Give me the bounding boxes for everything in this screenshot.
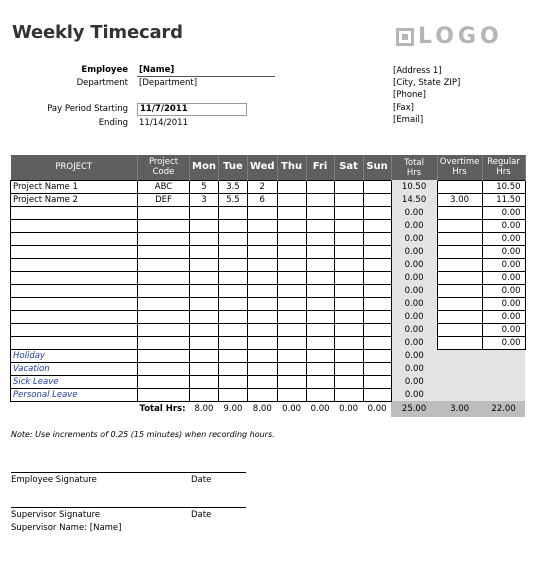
total-hrs-cell: 0.00 [391, 284, 437, 297]
day-hours-cell[interactable] [247, 206, 277, 219]
total-hrs-cell: 10.50 [391, 180, 437, 193]
supervisor-name-line [11, 523, 121, 533]
day-hours-cell[interactable] [277, 219, 306, 232]
day-hours-cell[interactable] [247, 297, 277, 310]
day-hours-cell[interactable] [277, 258, 306, 271]
project-name-cell[interactable] [11, 245, 138, 258]
day-hours-cell[interactable] [190, 284, 219, 297]
table-row [11, 310, 526, 323]
day-hours-cell[interactable] [277, 375, 306, 388]
project-code-cell[interactable]: DEF [138, 193, 190, 206]
day-hours-cell[interactable] [277, 310, 306, 323]
leave-type-cell: Vacation [11, 362, 138, 375]
day-hours-cell[interactable] [363, 284, 391, 297]
day-hours-cell[interactable] [334, 323, 363, 336]
day-hours-cell[interactable] [363, 375, 391, 388]
day-total-cell: 0.00 [282, 404, 302, 415]
day-hours-cell[interactable] [334, 232, 363, 245]
day-hours-cell[interactable] [363, 388, 391, 401]
overtime-hrs-cell[interactable]: 3.00 [437, 193, 482, 206]
day-hours-cell[interactable] [277, 206, 306, 219]
regular-hrs-cell: 0.00 [482, 245, 525, 258]
overtime-hrs-cell[interactable] [437, 284, 482, 297]
overtime-hrs-cell[interactable] [437, 271, 482, 284]
day-hours-cell[interactable]: 3 [190, 193, 219, 206]
grand-overtime-hrs: 3.00 [437, 401, 482, 417]
project-code-cell[interactable] [138, 284, 190, 297]
day-hours-cell[interactable] [306, 193, 334, 206]
day-hours-cell[interactable] [247, 323, 277, 336]
regular-hrs-cell: 0.00 [482, 219, 525, 232]
overtime-hrs-cell[interactable] [437, 206, 482, 219]
project-code-cell[interactable] [138, 388, 190, 401]
leave-type-cell: Personal Leave [11, 388, 138, 401]
table-row [11, 232, 526, 245]
project-code-cell[interactable] [138, 245, 190, 258]
table-row [11, 323, 526, 336]
table-row [11, 297, 526, 310]
day-hours-cell[interactable] [334, 258, 363, 271]
regular-hrs-cell: 11.50 [482, 193, 525, 206]
increment-note: Note: Use increments of 0.25 (15 minutes) when recording hours. [11, 430, 275, 439]
regular-hrs-cell: 0.00 [482, 271, 525, 284]
regular-hrs-cell: 0.00 [482, 206, 525, 219]
employee-signature-line[interactable] [11, 472, 246, 473]
overtime-hrs-cell [437, 362, 482, 375]
logo-icon [396, 28, 414, 46]
overtime-hrs-cell[interactable] [437, 258, 482, 271]
day-hours-cell[interactable] [190, 258, 219, 271]
leave-row [11, 375, 526, 388]
total-hrs-cell: 0.00 [391, 310, 437, 323]
project-code-cell[interactable] [138, 271, 190, 284]
address-fax[interactable]: [Fax] [393, 102, 414, 113]
project-code-cell[interactable] [138, 310, 190, 323]
project-code-cell[interactable] [138, 232, 190, 245]
day-hours-cell[interactable] [334, 180, 363, 193]
day-hours-cell[interactable] [363, 206, 391, 219]
day-hours-cell[interactable] [218, 310, 247, 323]
regular-hrs-cell [482, 388, 525, 401]
day-hours-cell[interactable] [218, 388, 247, 401]
table-header-row [11, 155, 526, 180]
grand-regular-hrs: 22.00 [482, 401, 525, 417]
project-name-cell[interactable] [11, 336, 138, 349]
project-code-cell[interactable] [138, 362, 190, 375]
employee-signature-label: Employee Signature [11, 475, 97, 485]
total-hrs-cell: 0.00 [391, 219, 437, 232]
day-hours-cell[interactable] [306, 232, 334, 245]
day-hours-cell[interactable] [306, 219, 334, 232]
table-row [11, 245, 526, 258]
day-hours-cell[interactable] [334, 245, 363, 258]
overtime-hrs-cell[interactable] [437, 310, 482, 323]
logo-text: LOGO [418, 24, 503, 49]
day-hours-cell[interactable] [190, 310, 219, 323]
total-hrs-cell: 0.00 [391, 375, 437, 388]
project-name-cell[interactable] [11, 271, 138, 284]
project-code-cell[interactable] [138, 375, 190, 388]
table-row [11, 336, 526, 349]
employee-label: Employee [81, 65, 128, 75]
regular-hrs-cell: 10.50 [482, 180, 525, 193]
day-hours-cell[interactable] [247, 310, 277, 323]
day-total-cell: 9.00 [223, 404, 243, 415]
leave-row [11, 349, 526, 362]
total-hrs-column-header: Total Hrs [391, 155, 437, 180]
day-hours-cell[interactable] [277, 362, 306, 375]
day-hours-cell[interactable]: 5.5 [218, 193, 247, 206]
day-hours-cell[interactable] [247, 349, 277, 362]
day-total-cell: 0.00 [339, 404, 359, 415]
timecard-table [10, 155, 526, 417]
pay-period-label: Pay Period Starting [47, 104, 128, 114]
total-hrs-cell: 0.00 [391, 336, 437, 349]
day-hours-cell[interactable] [277, 232, 306, 245]
day-hours-cell[interactable] [334, 310, 363, 323]
regular-hrs-cell: 0.00 [482, 297, 525, 310]
overtime-hrs-cell[interactable] [437, 323, 482, 336]
day-hours-cell[interactable] [190, 297, 219, 310]
day-hours-cell[interactable] [363, 310, 391, 323]
regular-hrs-cell: 0.00 [482, 232, 525, 245]
day-hours-cell[interactable] [218, 349, 247, 362]
day-hours-cell[interactable] [218, 232, 247, 245]
address-city-state-zip[interactable]: [City, State ZIP] [393, 78, 461, 89]
day-hours-cell[interactable] [306, 284, 334, 297]
project-code-cell[interactable] [138, 323, 190, 336]
overtime-hrs-cell[interactable] [437, 245, 482, 258]
project-code-column-header: Project Code [138, 155, 190, 180]
leave-row [11, 388, 526, 401]
department-field[interactable]: [Department] [139, 78, 198, 88]
day-hours-cell[interactable] [247, 245, 277, 258]
day-hours-cell[interactable] [306, 310, 334, 323]
day-hours-cell[interactable] [277, 349, 306, 362]
day-hours-cell[interactable] [277, 297, 306, 310]
day-hours-cell[interactable] [306, 271, 334, 284]
total-hrs-cell: 0.00 [391, 362, 437, 375]
day-hours-cell[interactable] [363, 297, 391, 310]
day-hours-cell[interactable] [218, 258, 247, 271]
project-code-cell[interactable] [138, 349, 190, 362]
project-name-cell[interactable] [11, 219, 138, 232]
day-hours-cell[interactable] [363, 219, 391, 232]
employee-underline [137, 76, 275, 77]
day-hours-cell[interactable] [334, 206, 363, 219]
table-row [11, 206, 526, 219]
project-code-cell[interactable] [138, 258, 190, 271]
day-hours-cell[interactable] [306, 258, 334, 271]
overtime-hrs-cell[interactable] [437, 336, 482, 349]
table-row [11, 258, 526, 271]
day-hours-cell[interactable] [247, 388, 277, 401]
day-hours-cell[interactable] [190, 219, 219, 232]
day-total-cell: 0.00 [367, 404, 387, 415]
day-hours-cell[interactable] [277, 388, 306, 401]
project-code-cell[interactable] [138, 336, 190, 349]
regular-hrs-column-header: Regular Hrs [482, 155, 525, 180]
project-name-cell[interactable] [11, 258, 138, 271]
day-hours-cell[interactable] [277, 180, 306, 193]
day-hours-cell[interactable] [334, 284, 363, 297]
day-hours-cell[interactable] [306, 362, 334, 375]
day-hours-cell[interactable] [190, 323, 219, 336]
day-hours-cell[interactable] [247, 362, 277, 375]
project-name-cell[interactable] [11, 297, 138, 310]
overtime-hrs-cell [437, 375, 482, 388]
day-hours-cell[interactable] [247, 219, 277, 232]
day-total-cell: 0.00 [310, 404, 330, 415]
day-hours-cell[interactable] [306, 180, 334, 193]
day-hours-cell[interactable] [363, 232, 391, 245]
project-code-cell[interactable] [138, 219, 190, 232]
grand-total-hrs: 25.00 [391, 401, 437, 417]
overtime-hrs-cell [437, 349, 482, 362]
ending-label: Ending [98, 118, 128, 128]
total-hrs-cell: 0.00 [391, 271, 437, 284]
day-hours-cell[interactable]: 6 [247, 193, 277, 206]
sun-column-header: Sun [363, 155, 391, 180]
day-hours-cell[interactable] [334, 362, 363, 375]
supervisor-name-field[interactable]: [Name] [89, 523, 122, 533]
day-hours-cell[interactable] [363, 245, 391, 258]
day-hours-cell[interactable] [218, 284, 247, 297]
day-hours-cell[interactable] [190, 349, 219, 362]
day-hours-cell[interactable] [247, 284, 277, 297]
project-name-cell[interactable] [11, 310, 138, 323]
total-hrs-cell: 0.00 [391, 206, 437, 219]
table-row [11, 284, 526, 297]
day-hours-cell[interactable] [334, 219, 363, 232]
total-hrs-cell: 0.00 [391, 258, 437, 271]
company-address [393, 65, 460, 126]
project-name-cell[interactable]: Project Name 2 [11, 193, 138, 206]
sat-column-header: Sat [334, 155, 363, 180]
supervisor-signature-line[interactable] [11, 507, 246, 508]
day-hours-cell[interactable] [363, 258, 391, 271]
day-hours-cell[interactable] [334, 336, 363, 349]
overtime-hrs-cell[interactable] [437, 219, 482, 232]
day-hours-cell[interactable] [190, 206, 219, 219]
day-hours-cell[interactable] [218, 271, 247, 284]
employee-date-label: Date [191, 475, 212, 485]
day-hours-cell[interactable] [247, 271, 277, 284]
leave-type-cell: Sick Leave [11, 375, 138, 388]
pay-period-start-field[interactable]: 11/7/2011 [137, 103, 247, 116]
regular-hrs-cell: 0.00 [482, 323, 525, 336]
day-hours-cell[interactable] [306, 323, 334, 336]
day-hours-cell[interactable] [247, 258, 277, 271]
day-hours-cell[interactable] [247, 336, 277, 349]
day-hours-cell[interactable] [306, 245, 334, 258]
overtime-hrs-cell[interactable] [437, 297, 482, 310]
day-hours-cell[interactable] [363, 323, 391, 336]
supervisor-signature-label: Supervisor Signature [11, 510, 101, 520]
day-hours-cell[interactable] [218, 323, 247, 336]
wed-column-header: Wed [247, 155, 277, 180]
day-hours-cell[interactable] [306, 336, 334, 349]
thu-column-header: Thu [277, 155, 306, 180]
day-total-cell: 8.00 [252, 404, 272, 415]
day-hours-cell[interactable] [218, 297, 247, 310]
mon-column-header: Mon [190, 155, 219, 180]
ending-date-value: 11/14/2011 [139, 118, 188, 128]
day-hours-cell[interactable]: 2 [247, 180, 277, 193]
day-hours-cell[interactable]: 5 [190, 180, 219, 193]
day-hours-cell[interactable] [363, 271, 391, 284]
project-name-cell[interactable] [11, 206, 138, 219]
day-hours-cell[interactable] [218, 336, 247, 349]
day-hours-cell[interactable] [334, 388, 363, 401]
day-hours-cell[interactable] [277, 323, 306, 336]
supervisor-date-label: Date [191, 510, 212, 520]
day-hours-cell[interactable] [218, 206, 247, 219]
day-hours-cell[interactable] [306, 349, 334, 362]
total-hrs-cell: 0.00 [391, 388, 437, 401]
project-code-cell[interactable]: ABC [138, 180, 190, 193]
day-hours-cell[interactable] [190, 232, 219, 245]
day-hours-cell[interactable] [306, 206, 334, 219]
supervisor-name-label: Supervisor Name: [11, 523, 88, 533]
total-hrs-cell: 0.00 [391, 323, 437, 336]
regular-hrs-cell: 0.00 [482, 284, 525, 297]
employee-name-field[interactable]: [Name] [139, 65, 175, 75]
table-row [11, 219, 526, 232]
day-hours-cell[interactable] [277, 284, 306, 297]
address-email[interactable]: [Email] [393, 114, 424, 125]
day-hours-cell[interactable] [306, 375, 334, 388]
total-hrs-cell: 14.50 [391, 193, 437, 206]
day-hours-cell[interactable] [190, 245, 219, 258]
day-hours-cell[interactable] [218, 219, 247, 232]
day-hours-cell[interactable] [277, 336, 306, 349]
overtime-hrs-cell[interactable] [437, 180, 482, 193]
day-hours-cell[interactable] [363, 349, 391, 362]
overtime-hrs-column-header: Overtime Hrs [437, 155, 482, 180]
day-hours-cell[interactable] [190, 362, 219, 375]
day-hours-cell[interactable] [247, 232, 277, 245]
overtime-hrs-cell [437, 388, 482, 401]
day-hours-cell[interactable] [306, 388, 334, 401]
regular-hrs-cell [482, 375, 525, 388]
day-hours-cell[interactable] [190, 375, 219, 388]
day-hours-cell[interactable] [247, 375, 277, 388]
table-row [11, 180, 526, 193]
project-code-cell[interactable] [138, 206, 190, 219]
address-phone[interactable]: [Phone] [393, 90, 426, 101]
leave-row [11, 362, 526, 375]
day-hours-cell[interactable] [363, 180, 391, 193]
overtime-hrs-cell[interactable] [437, 232, 482, 245]
page-title: Weekly Timecard [12, 22, 183, 43]
day-hours-cell[interactable] [190, 388, 219, 401]
project-name-cell[interactable]: Project Name 1 [11, 180, 138, 193]
company-logo [396, 24, 503, 49]
total-hrs-cell: 0.00 [391, 349, 437, 362]
project-code-cell[interactable] [138, 297, 190, 310]
day-hours-cell[interactable]: 3.5 [218, 180, 247, 193]
day-hours-cell[interactable] [334, 297, 363, 310]
day-hours-cell[interactable] [277, 193, 306, 206]
day-hours-cell[interactable] [306, 297, 334, 310]
department-label: Department [76, 78, 128, 88]
project-name-cell[interactable] [11, 232, 138, 245]
day-hours-cell[interactable] [334, 349, 363, 362]
regular-hrs-cell: 0.00 [482, 310, 525, 323]
day-total-cell: 8.00 [194, 404, 214, 415]
regular-hrs-cell: 0.00 [482, 336, 525, 349]
project-name-cell[interactable] [11, 323, 138, 336]
day-hours-cell[interactable] [218, 375, 247, 388]
regular-hrs-cell [482, 362, 525, 375]
project-name-cell[interactable] [11, 284, 138, 297]
regular-hrs-cell: 0.00 [482, 258, 525, 271]
total-hrs-cell: 0.00 [391, 245, 437, 258]
table-row [11, 271, 526, 284]
leave-type-cell: Holiday [11, 349, 138, 362]
table-row [11, 193, 526, 206]
day-hours-cell[interactable] [190, 336, 219, 349]
project-column-header: PROJECT [11, 155, 138, 180]
day-hours-cell[interactable] [363, 336, 391, 349]
address-line-1[interactable]: [Address 1] [393, 66, 442, 76]
total-hrs-cell: 0.00 [391, 232, 437, 245]
day-hours-cell[interactable] [190, 271, 219, 284]
totals-row [11, 401, 526, 417]
day-hours-cell[interactable] [334, 375, 363, 388]
day-hours-cell[interactable] [218, 245, 247, 258]
regular-hrs-cell [482, 349, 525, 362]
fri-column-header: Fri [306, 155, 334, 180]
day-hours-cell[interactable] [277, 245, 306, 258]
day-hours-cell[interactable] [363, 362, 391, 375]
day-hours-cell[interactable] [334, 193, 363, 206]
tue-column-header: Tue [218, 155, 247, 180]
total-hrs-cell: 0.00 [391, 297, 437, 310]
total-hrs-label: Total Hrs: [139, 404, 186, 415]
day-hours-cell[interactable] [218, 362, 247, 375]
day-hours-cell[interactable] [277, 271, 306, 284]
day-hours-cell[interactable] [334, 271, 363, 284]
day-hours-cell[interactable] [363, 193, 391, 206]
